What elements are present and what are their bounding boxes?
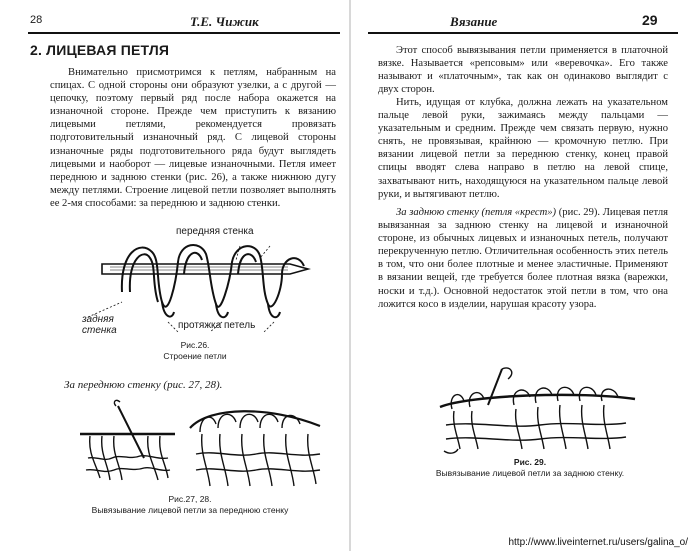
fig2728-caption <box>60 494 320 516</box>
fig29-caption-text: Вывязывание лицевой петли за заднюю стенку. <box>435 468 625 478</box>
right-paragraph-3 <box>378 206 668 311</box>
fig2728-caption-text: Вывязывание лицевой петли за переднюю стенку <box>91 505 289 515</box>
fig27-28-knitting-drawing <box>60 398 340 493</box>
fig26-caption <box>140 340 250 362</box>
label-front-wall: передняя стенка <box>176 226 254 237</box>
fig29-knitting-drawing <box>430 365 650 455</box>
left-paragraph-1: Внимательно присмотримся к петлям, набранным на спицах. С одной стороны они образуют узелки, а с другой — цепочку, поэтому первый ряд после набора окажется на изнаночной стороне. Прежде чем приступить к вязанию лицевыми петлями, рекомендуется провязать подготовительный изнаночный ряд. С лицевой стороны изнаночные ряды подготовительного ряда будут выглядеть лицевыми и наоборот — лицевые изнаночными. Петля имеет переднюю и заднюю стенки (рис. 26), а также нижнюю дугу между петлями. Строение лицевой петли позволяет выполнять ее 2-мя способами: за переднюю и заднюю стенки. <box>50 67 336 209</box>
running-head-left: Т.Е. Чижик <box>190 14 259 29</box>
fig26-caption-text: Строение петли <box>163 351 227 361</box>
header-rule-left <box>28 32 340 34</box>
right-paragraph-2: Нить, идущая от клубка, должна лежать на указательном пальце левой руки, зажимаясь между пальцами — указательным и средним. Прежде чем связать первую, нужно снять, не провязывая, крайнюю — кромочную петлю. При вязании лицевой петли за переднюю стенку, конец правой спицы вводят слева направо в петлю на левой спице, захватывают нить, находящуюся на указательном пальце левой руки, и вытягивают петлю. <box>378 97 668 200</box>
label-stretch: протяжка петель <box>178 320 256 331</box>
fig29-caption <box>390 457 670 479</box>
fig26-caption-number: Рис.26. <box>180 340 210 350</box>
subheading-front-wall: За переднюю стенку (рис. 27, 28). <box>64 379 223 391</box>
right-paragraph-1: Этот способ вывязывания петли применяется в платочной вязке. Называется «репсовым» или «веревочка». Его также называют и «платочным», так как он одинаково выглядит с двух сторон. <box>378 45 668 96</box>
running-head-right: Вязание <box>450 14 498 29</box>
watermark-url[interactable]: http://www.liveinternet.ru/users/galina_o/ <box>508 537 688 548</box>
header-rule-right <box>368 32 678 34</box>
fig2728-caption-number: Рис.27, 28. <box>168 494 212 504</box>
right-page <box>350 0 700 551</box>
page-number-right: 29 <box>642 12 658 28</box>
page-number-left: 28 <box>30 14 43 26</box>
label-back-wall: задняя стенка <box>82 314 117 336</box>
section-title: 2. ЛИЦЕВАЯ ПЕТЛЯ <box>30 42 170 58</box>
right-paragraph-3-lead: За заднюю стенку (петля «крест») <box>396 207 557 218</box>
right-paragraph-3-body: (рис. 29). Лицевая петля вывязанная за заднюю стенку на лицевой и изнаночной стороне, из обычных лицевых и изнаночных петель, получают перекрученную петлю. Отличительная особенность этих петель в том, что они более плотные и менее эластичные. Применяют в вязании вещей, где требуется более плотная вязка (варежки, носки и т.д.). Основной недостаток этой петли в том, что она ложится косо в изделии, нарушая красоту узора. <box>378 207 668 310</box>
fig29-caption-number: Рис. 29. <box>513 457 547 467</box>
